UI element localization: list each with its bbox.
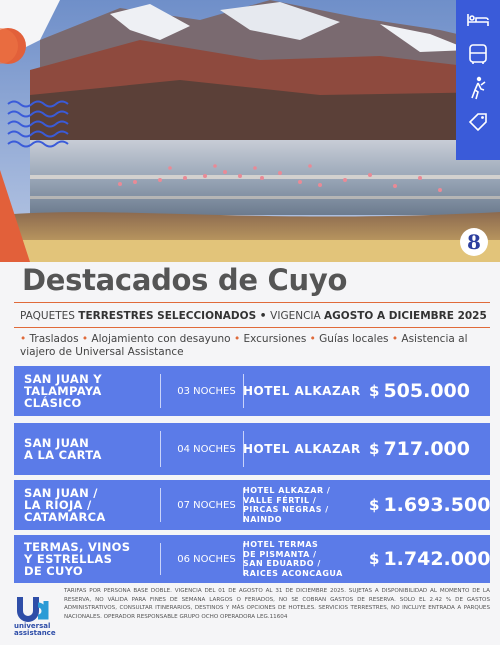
column-separator	[160, 431, 161, 467]
package-nights: 03 NOCHES	[177, 385, 236, 397]
page-title: Destacados de Cuyo	[22, 263, 348, 297]
package-name: SAN JUAN Y TALAMPAYA CLÁSICO	[24, 372, 102, 410]
divider-bottom	[14, 327, 490, 328]
feature-item: Traslados	[29, 333, 79, 345]
package-hotel: HOTEL ALKAZAR	[243, 383, 361, 398]
bed-icon	[464, 6, 492, 34]
package-price: $ 505.000	[369, 380, 470, 402]
package-row[interactable]	[14, 535, 490, 583]
fine-print: TARIFAS POR PERSONA BASE DOBLE. VIGENCIA DEL 01 DE AGOSTO AL 31 DE DICIEMBRE 2025. SUJETAS A DISPONIBILIDAD AL MOMENTO DE LA RESERVA, NO VÁLIDA PARA FINES DE SEMANA LARGOS O FERIADOS, NO SE COBRAN GASTOS DE RESERVA. SOLO EL 2.42 % DE GASTOS ADMINISTRATIVOS, CONSULTAR ITINERARIOS, DESTINOS Y MÁS OPCIONES DE HOTELES. SERVICIOS TERRESTRES, NO INCLUYE ENTRADA A PARQUES NACIONALES. OPERADOR RESPONSABLE GRUPO OCHO OPERADORA LEG.11604	[64, 588, 490, 620]
feature-item: Excursiones	[243, 333, 307, 345]
package-price: $ 717.000	[369, 438, 470, 460]
package-name: TERMAS, VINOS Y ESTRELLAS DE CUYO	[24, 540, 131, 578]
tag-icon	[464, 108, 492, 136]
column-separator	[160, 374, 161, 408]
package-hotel: HOTEL ALKAZAR	[243, 441, 361, 456]
package-hotel: HOTEL ALKAZAR / VALLE FÉRTIL / PIRCAS NEGRAS / NAINDO	[243, 486, 331, 524]
subtitle: PAQUETES TERRESTRES SELECCIONADOS • VIGENCIA AGOSTO A DICIEMBRE 2025	[20, 310, 487, 322]
package-row[interactable]	[14, 423, 490, 475]
package-nights: 06 NOCHES	[177, 553, 236, 565]
column-separator	[160, 543, 161, 575]
package-row[interactable]	[14, 480, 490, 530]
brand-badge: 8	[460, 228, 488, 256]
package-name: SAN JUAN / LA RIOJA / CATAMARCA	[24, 486, 106, 524]
package-row[interactable]	[14, 366, 490, 416]
ua-logo-icon	[16, 595, 50, 623]
features-list: • Traslados • Alojamiento con desayuno • Excursiones • Guías locales • Asistencia al viajero de Universal Assistance	[20, 333, 468, 358]
feature-item: Asistencia al viajero de Universal Assistance	[20, 333, 468, 358]
decorative-waves	[0, 0, 90, 262]
hiker-icon	[464, 74, 492, 102]
divider-top	[14, 302, 490, 303]
hero-image	[0, 0, 500, 262]
package-name: SAN JUAN A LA CARTA	[24, 436, 102, 462]
feature-item: Guías locales	[319, 333, 389, 345]
package-nights: 04 NOCHES	[177, 443, 236, 455]
column-separator	[160, 488, 161, 522]
package-nights: 07 NOCHES	[177, 499, 236, 511]
service-icons	[456, 0, 500, 160]
package-price: $ 1.742.000	[369, 548, 491, 570]
feature-item: Alojamiento con desayuno	[91, 333, 231, 345]
bus-icon	[464, 40, 492, 68]
package-hotel: HOTEL TERMAS DE PISMANTA / SAN EDUARDO / RAICES ACONCAGUA	[243, 540, 343, 578]
universal-assistance-logo: universal assistance	[16, 595, 58, 639]
package-price: $ 1.693.500	[369, 494, 491, 516]
